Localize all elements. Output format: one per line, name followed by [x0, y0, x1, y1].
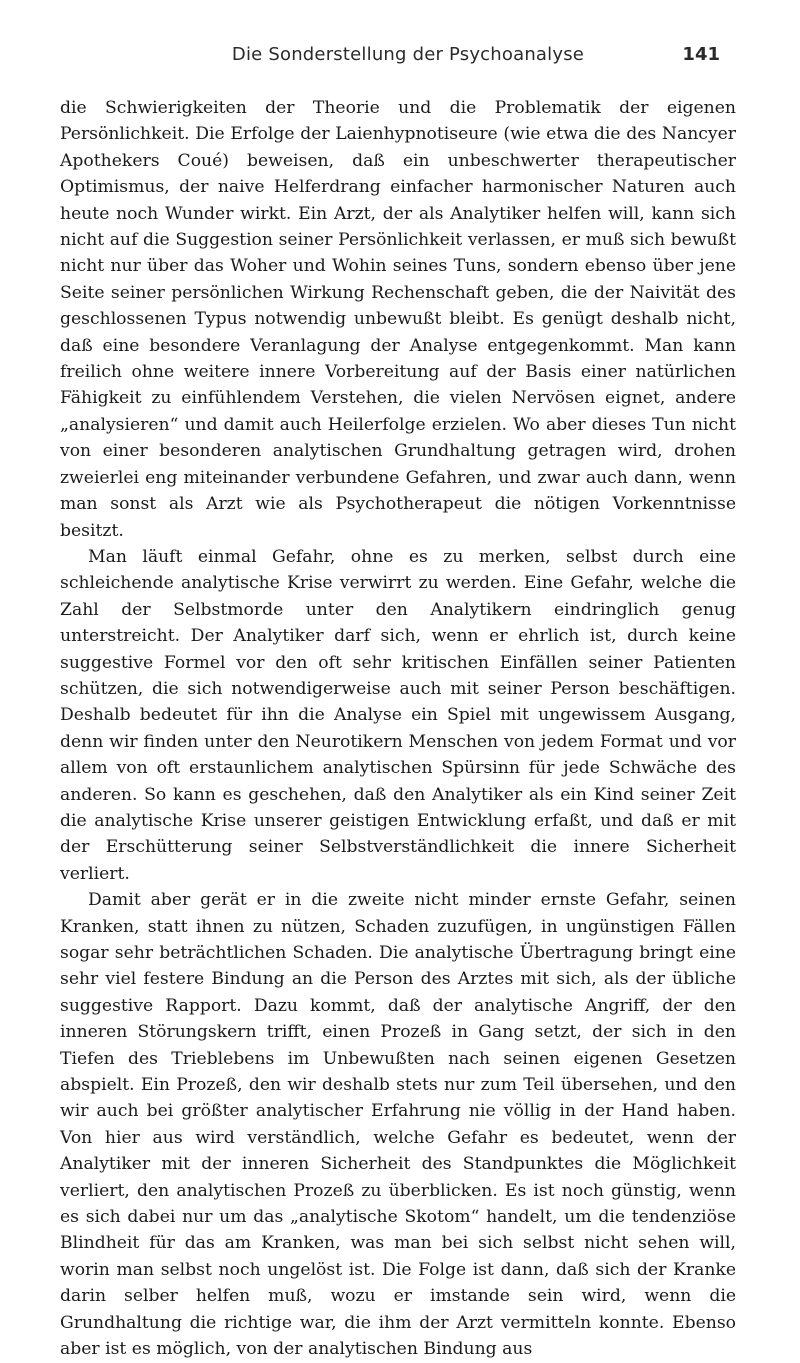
running-head [96, 44, 720, 78]
paragraph-second-danger: Damit aber gerät er in die zweite nicht minder ernste Gefahr, seinen Kranken, statt ihnen zu nützen, Schaden zuzufügen, in ungünstigen Fällen sogar sehr beträchtlichen Schaden. Die analytische Übertragung bringt eine sehr viel festere Bindung an die Person des Arztes mit sich, als der übliche suggestive Rapport. Dazu kommt, daß der analytische Angriff, der den inneren Störungskern trifft, einen Prozeß in Gang setzt, der sich in den Tiefen des Trieblebens im Unbewußten nach seinen eigenen Gesetzen abspielt. Ein Prozeß, den wir deshalb stets nur zum Teil übersehen, und den wir auch bei größter analytischer Erfahrung nie völlig in der Hand haben. Von hier aus wird verständlich, welche Gefahr es bedeutet, wenn der Analytiker mit der inneren Sicherheit des Standpunktes die Möglichkeit verliert, den analytischen Prozeß zu überblicken. Es ist noch günstig, wenn es sich dabei nur um das „analytische Skotom“ handelt, um die tendenziöse Blindheit für das am Kranken, was man bei sich selbst nicht sehen will, worin man selbst noch ungelöst ist. Die Folge ist dann, daß sich der Kranke darin selber helfen muß, wozu er imstande sein wird, wenn die Grundhaltung die richtige war, die ihm der Arzt vermitteln konnte. Ebenso aber ist es möglich, von der analytischen Bindung aus [60, 890, 736, 1360]
body-text [60, 95, 736, 1363]
running-title: Die Sonderstellung der Psychoanalyse [231, 44, 585, 65]
page-number: 141 [682, 44, 720, 65]
paragraph-first-danger: Man läuft einmal Gefahr, ohne es zu merken, selbst durch eine schleichende analytische Krise verwirrt zu werden. Eine Gefahr, welche die Zahl der Selbstmorde unter den Analytikern eindringlich genug unterstreicht. Der Analytiker darf sich, wenn er ehrlich ist, durch keine suggestive Formel vor den oft sehr kritischen Einfällen seiner Patienten schützen, die sich notwendigerweise auch mit seiner Person beschäftigen. Deshalb bedeutet für ihn die Analyse ein Spiel mit ungewissem Ausgang, denn wir finden unter den Neurotikern Menschen von jedem Format und vor allem von oft erstaunlichem analytischen Spürsinn für jede Schwäche des anderen. So kann es geschehen, daß den Analytiker als ein Kind seiner Zeit die analytische Krise unserer geistigen Entwicklung erfaßt, und daß er mit der Erschütterung seiner Selbstverständlichkeit die innere Sicherheit verliert. [60, 546, 736, 884]
paragraph-continuation: die Schwierigkeiten der Theorie und die Problematik der eigenen Persönlichkeit. Die Erfolge der Laienhypnotiseure (wie etwa die des Nancyer Apothekers Coué) beweisen, daß ein unbeschwerter therapeutischer Optimismus, der naive Helferdrang einfacher harmonischer Naturen auch heute noch Wunder wirkt. Ein Arzt, der als Analytiker helfen will, kann sich nicht auf die Suggestion seiner Persönlichkeit verlassen, er muß sich bewußt nicht nur über das Woher und Wohin seines Tuns, sondern ebenso über jene Seite seiner persönlichen Wirkung Rechenschaft geben, die der Naivität des geschlossenen Typus notwendig unbewußt bleibt. Es genügt deshalb nicht, daß eine besondere Veranlagung der Analyse entgegenkommt. Man kann freilich ohne weitere innere Vorbereitung auf der Basis einer natürlichen Fähigkeit zu einfühlendem Verstehen, die vielen Nervösen eignet, andere „analysieren“ und damit auch Heilerfolge erzielen. Wo aber dieses Tun nicht von einer besonderen analytischen Grundhaltung getragen wird, drohen zweierlei eng miteinander verbundene Gefahren, und zwar auch dann, wenn man sonst als Arzt wie als Psychotherapeut die nötigen Vorkenntnisse besitzt. [60, 98, 736, 541]
